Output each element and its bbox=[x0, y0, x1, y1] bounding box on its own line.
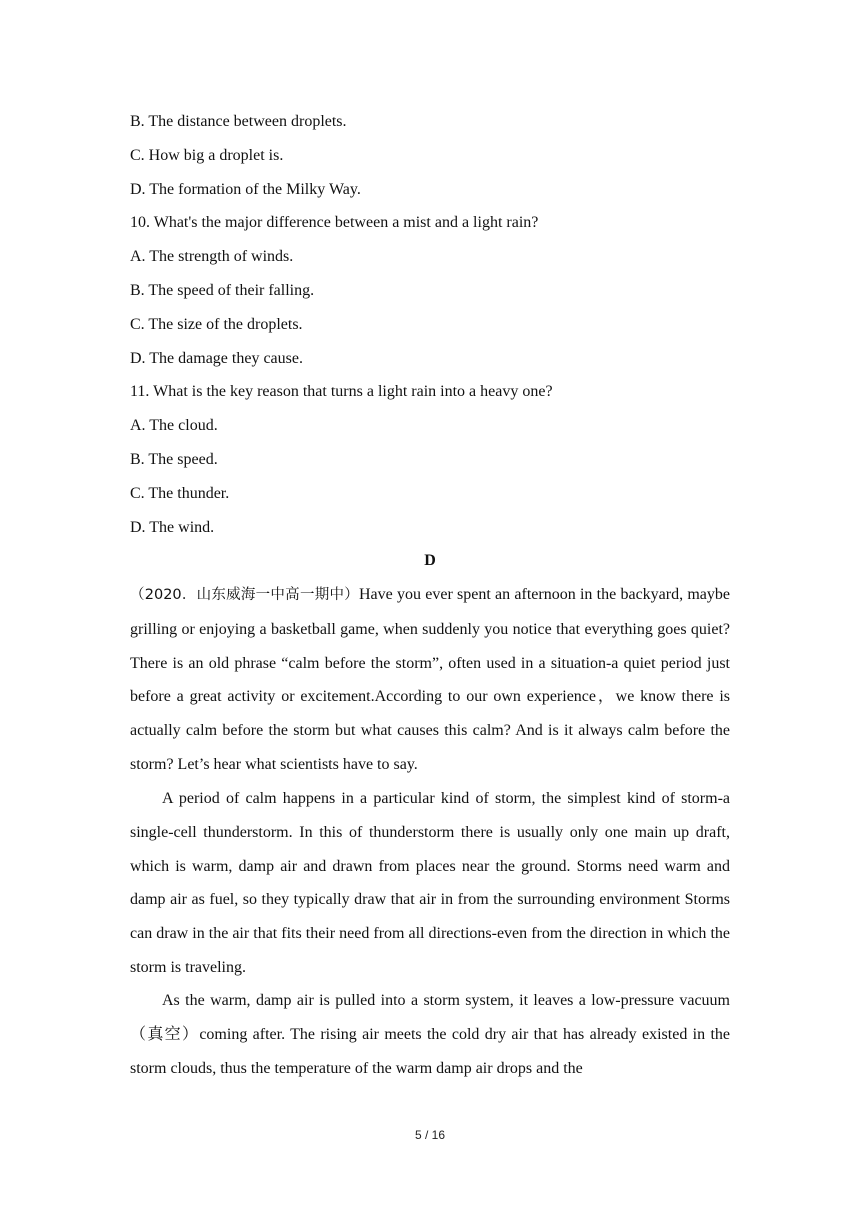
q11-option-a: A. The cloud. bbox=[130, 417, 218, 434]
q10-option-c: C. The size of the droplets. bbox=[130, 316, 303, 333]
q10-stem: 10. What's the major difference between a mist and a light rain? bbox=[130, 214, 539, 231]
passage-paragraph-2: A period of calm happens in a particular kind of storm, the simplest kind of storm-a single-cell thunderstorm. In this of thunderstorm there is usually only one main up draft, which is warm, damp air and drawn from places near the ground. Storms need warm and damp air as fuel, so they typically draw that air in from the surrounding environment Storms can draw in the air that fits their need from all directions-even from the direction in which the storm is traveling. bbox=[130, 790, 730, 976]
section-letter: D bbox=[424, 552, 436, 569]
q10-option-a: A. The strength of winds. bbox=[130, 248, 294, 265]
q11-option-c: C. The thunder. bbox=[130, 485, 230, 502]
q11-option-b: B. The speed. bbox=[130, 451, 218, 468]
source-tag: （2020．山东威海一中高一期中） bbox=[130, 587, 359, 603]
passage-paragraph-1 bbox=[130, 578, 730, 782]
q9-option-b: B. The distance between droplets. bbox=[130, 113, 347, 130]
paragraph-1-text: Have you ever spent an afternoon in the backyard, maybe grilling or enjoying a basketball game, when suddenly you notice that everything goes quiet? There is an old phrase “calm before the storm”, often used in a situation-a quiet period just before a great activity or excitement.According to our own experience，we know there is actually calm before the storm but what causes this calm? And is it always calm before the storm? Let’s hear what scientists have to say. bbox=[130, 586, 730, 773]
q10-option-d: D. The damage they cause. bbox=[130, 350, 303, 367]
q10-option-b: B. The speed of their falling. bbox=[130, 282, 315, 299]
q9-option-d: D. The formation of the Milky Way. bbox=[130, 181, 361, 198]
q11-option-d: D. The wind. bbox=[130, 519, 215, 536]
passage-paragraph-3: As the warm, damp air is pulled into a storm system, it leaves a low-pressure vacuum（真空）coming after. The rising air meets the cold dry air that has already existed in the storm clouds, thus the temperature of the warm damp air drops and the bbox=[130, 992, 730, 1077]
q11-stem: 11. What is the key reason that turns a light rain into a heavy one? bbox=[130, 383, 553, 400]
q9-option-c: C. How big a droplet is. bbox=[130, 147, 284, 164]
page-number: 5 / 16 bbox=[414, 1128, 446, 1142]
